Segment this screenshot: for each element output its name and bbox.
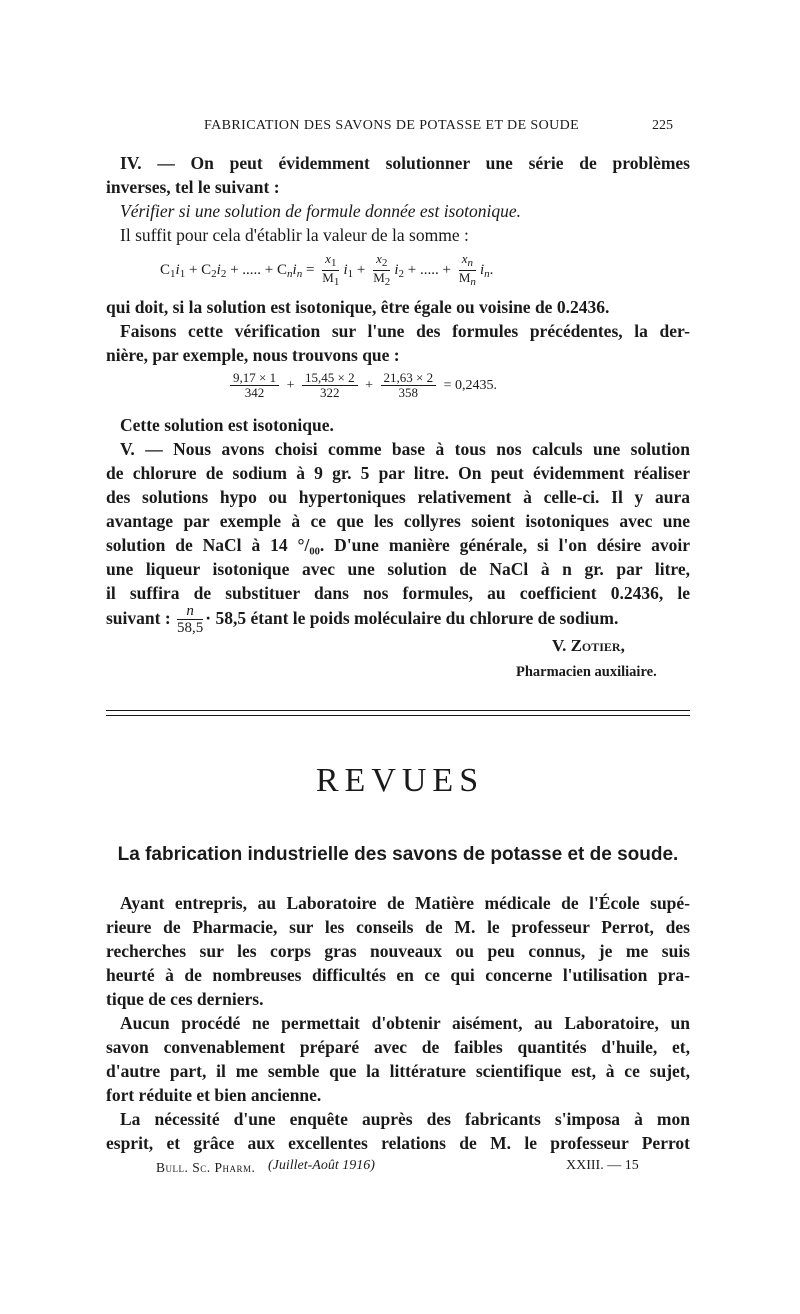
text-line: fort réduite et bien ancienne. <box>106 1085 322 1105</box>
author-name: V. Zotier, <box>552 636 625 655</box>
text-line: solution de NaCl à 14 °/₀₀. D'une manière générale, si l'on désire avoir <box>106 535 690 555</box>
text-line: nière, par exemple, nous trouvons que : <box>106 345 400 365</box>
sum-formula: $C_1i_1 + C_2i_2$ + ..... + $C_ni_n$ = $\frac{x_1}{M_1}$ $i_1$ + $\frac{x_2}{M_2}$ $i_2$ + ..... + $\frac{x_n}{M_n}$ $i_n$. <box>160 251 494 288</box>
text-line: esprit, et grâce aux excellentes relations de M. le professeur Perrot <box>106 1133 690 1153</box>
text-line: d'autre part, il me semble que la littérature scientifique est, à ce sujet, <box>106 1061 690 1081</box>
section-heading: REVUES <box>315 762 485 799</box>
text-line: Il suffit pour cela d'établir la valeur de la somme : <box>120 225 469 245</box>
text-line-fraction: suivant : $\frac{n}{58,5}$ · 58,5 étant le poids moléculaire du chlorure de sodium. <box>106 603 619 637</box>
footer-journal: Bull. Sc. Pharm. <box>156 1160 256 1175</box>
text-line: La nécessité d'une enquête auprès des fabricants s'imposa à mon <box>120 1109 690 1129</box>
page-number: 225 <box>652 118 673 133</box>
text-line: tique de ces derniers. <box>106 989 264 1009</box>
text-line: inverses, tel le suivant : <box>106 177 280 197</box>
text-line: heurté à de nombreuses difficultés en ce qui concerne l'utilisation pra- <box>106 965 690 985</box>
text-line: une liqueur isotonique avec une solution de NaCl à n gr. par litre, <box>106 559 690 579</box>
text-line: qui doit, si la solution est isotonique, être égale ou voisine de 0.2436. <box>106 297 610 317</box>
text-line: Aucun procédé ne permettait d'obtenir aisément, au Laboratoire, un <box>120 1013 690 1033</box>
text-line: V. — Nous avons choisi comme base à tous nos calculs une solution <box>120 439 690 459</box>
divider <box>106 715 690 716</box>
divider <box>106 710 690 711</box>
footer-date: (Juillet-Août 1916) <box>268 1158 375 1173</box>
text-line: avantage par exemple à ce que les collyres soient isotoniques avec une <box>106 511 690 531</box>
text-line: rieure de Pharmacie, sur les conseils de M. le professeur Perrot, des <box>106 917 690 937</box>
text-line: Vérifier si une solution de formule donnée est isotonique. <box>120 201 521 221</box>
verification-formula: $\frac{9,17 \times 1}{342}$ + $\frac{15,45 \times 2}{322}$ + $\frac{21,63 \times 2}{358}$ = 0,2435. <box>226 368 497 404</box>
text-line: recherches sur les corps gras nouveaux ou peu connus, je me suis <box>106 941 690 961</box>
text-line: il suffira de substituer dans nos formules, au coefficient 0.2436, le <box>106 583 690 603</box>
text-line: IV. — On peut évidemment solutionner une série de problèmes <box>120 153 690 173</box>
text-line: des solutions hypo ou hypertoniques relativement à celle-ci. Il y aura <box>106 487 690 507</box>
footer-volume: XXIII. — 15 <box>566 1158 639 1173</box>
article-title: La fabrication industrielle des savons de potasse et de soude. <box>117 844 679 865</box>
running-title: FABRICATION DES SAVONS DE POTASSE ET DE SOUDE <box>204 118 580 133</box>
text-line: Faisons cette vérification sur l'une des formules précédentes, la der- <box>120 321 690 341</box>
text-line: de chlorure de sodium à 9 gr. 5 par litre. On peut évidemment réaliser <box>106 463 690 483</box>
text-line: Cette solution est isotonique. <box>120 415 334 435</box>
author-title: Pharmacien auxiliaire. <box>516 664 657 680</box>
text-line: savon convenablement préparé avec de faibles quantités d'huile, et, <box>106 1037 690 1057</box>
text-line: Ayant entrepris, au Laboratoire de Matière médicale de l'École supé- <box>120 893 690 913</box>
